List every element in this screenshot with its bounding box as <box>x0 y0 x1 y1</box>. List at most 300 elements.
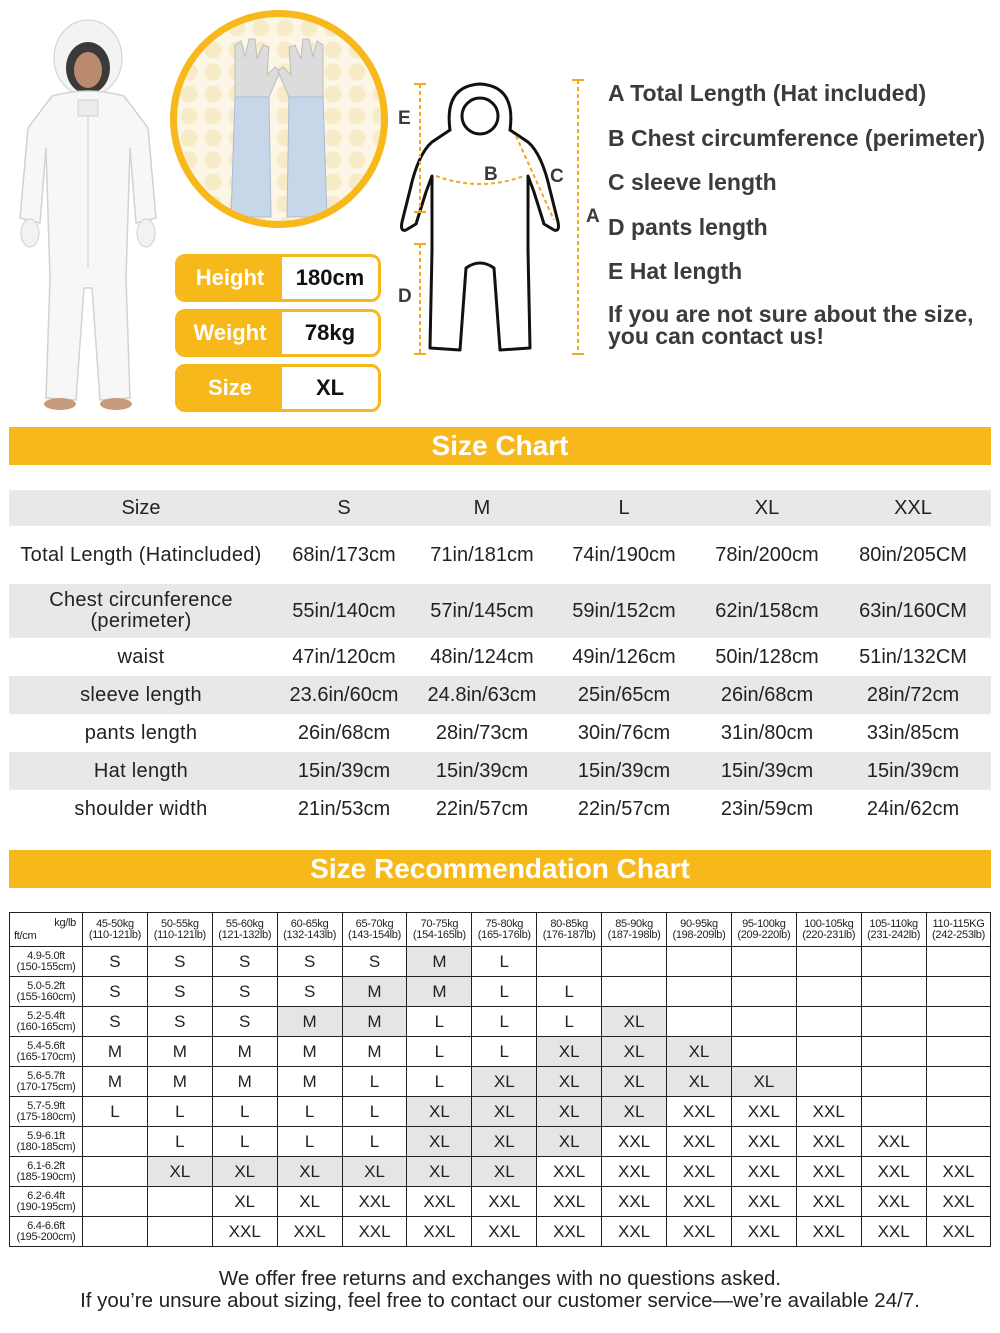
recommendation-chart-table <box>9 912 991 1247</box>
weight-lb: (154-165lb) <box>412 928 466 941</box>
footer-note <box>0 1268 1000 1312</box>
weight-kg: 95-100kg <box>742 917 786 930</box>
height-ft: 5.4-5.6ft <box>27 1039 65 1052</box>
recommended-size: XXL <box>602 1187 667 1217</box>
height-cm: (190-195cm) <box>16 1200 76 1213</box>
weight-column-header <box>277 913 342 947</box>
measurement-label: Total Length (Hatincluded) <box>20 543 262 566</box>
recommended-size: L <box>277 1127 342 1157</box>
measurement-label: pants length <box>84 721 198 744</box>
recommended-size: XXL <box>926 1187 991 1217</box>
weight-lb: (198-209lb) <box>672 928 726 941</box>
header-cell: XL <box>699 490 835 526</box>
recommended-size: L <box>83 1097 148 1127</box>
recommended-size: XXL <box>731 1187 796 1217</box>
weight-lb: (110-121lb) <box>153 928 206 941</box>
recommended-size: S <box>83 977 148 1007</box>
recommended-size: M <box>407 977 472 1007</box>
recommended-size: S <box>277 977 342 1007</box>
recommendation-row <box>10 947 991 977</box>
measurement-value: 47in/120cm <box>292 645 396 668</box>
size-chart-row <box>9 584 991 638</box>
size-chart-row <box>9 790 991 828</box>
recommended-size: XL <box>277 1187 342 1217</box>
recommended-size: XXL <box>861 1217 926 1247</box>
recommended-size <box>861 1007 926 1037</box>
recommended-size: M <box>277 1007 342 1037</box>
measurement-label: shoulder width <box>74 797 208 820</box>
weight-kg: 60-65kg <box>290 917 329 930</box>
spec-key: Height <box>178 257 282 299</box>
height-row-header <box>10 977 83 1007</box>
recommended-size: XXL <box>667 1127 732 1157</box>
recommended-size: S <box>147 977 212 1007</box>
recommended-size: L <box>147 1097 212 1127</box>
gloves-photo <box>170 10 388 228</box>
recommended-size <box>926 1127 991 1157</box>
recommended-size <box>926 1007 991 1037</box>
measurement-value: 15in/39cm <box>549 752 699 790</box>
measurement-value: 28in/73cm <box>435 721 529 744</box>
recommended-size <box>667 1007 732 1037</box>
height-ft: 5.6-5.7ft <box>27 1069 65 1082</box>
recommendation-chart-banner: Size Recommendation Chart <box>9 850 991 888</box>
diagram-letter-e: E <box>398 108 411 129</box>
recommended-size: XL <box>212 1187 277 1217</box>
recommended-size: XXL <box>407 1187 472 1217</box>
measurement-value: 15in/39cm <box>273 752 415 790</box>
header-cell: XXL <box>835 490 991 526</box>
recommended-size: XXL <box>407 1217 472 1247</box>
recommended-size: L <box>537 977 602 1007</box>
weight-column-header <box>731 913 796 947</box>
legend-note: If you are not sure about the size, you can contact us! <box>608 300 974 349</box>
weight-column-header <box>602 913 667 947</box>
measurement-value: 23.6in/60cm <box>273 676 415 714</box>
recommended-size: M <box>83 1037 148 1067</box>
recommended-size: S <box>147 1007 212 1037</box>
weight-lb: (242-253lb) <box>932 928 985 941</box>
recommended-size: XXL <box>537 1187 602 1217</box>
measurement-value: 49in/126cm <box>572 645 676 668</box>
size-chart-row <box>9 714 991 752</box>
recommended-size <box>861 947 926 977</box>
recommended-size: L <box>212 1127 277 1157</box>
spec-height <box>175 254 381 302</box>
recommended-size <box>861 1037 926 1067</box>
measurement-value: 71in/181cm <box>430 543 534 566</box>
weight-kg: 55-60kg <box>225 917 264 930</box>
measurement-label: Hat length <box>9 752 273 790</box>
measurement-legend <box>608 78 998 347</box>
height-row-header <box>10 947 83 977</box>
weight-column-header <box>926 913 991 947</box>
height-ft: 5.9-6.1ft <box>27 1129 65 1142</box>
recommended-size: L <box>407 1037 472 1067</box>
recommended-size: XXL <box>796 1127 861 1157</box>
header-cell: M <box>415 490 549 526</box>
height-ft: 4.9-5.0ft <box>27 949 65 962</box>
height-row-header <box>10 1127 83 1157</box>
recommended-size: XXL <box>342 1217 407 1247</box>
recommendation-row <box>10 1067 991 1097</box>
recommended-size <box>731 1037 796 1067</box>
recommended-size <box>926 977 991 1007</box>
recommended-size: L <box>147 1127 212 1157</box>
diagram-letter-d: D <box>398 286 412 307</box>
recommended-size <box>83 1157 148 1187</box>
recommended-size <box>537 947 602 977</box>
spec-weight <box>175 309 381 357</box>
height-row-header <box>10 1187 83 1217</box>
weight-column-header <box>407 913 472 947</box>
legend-item: A Total Length (Hat included) <box>608 80 927 106</box>
measurement-value: 33in/85cm <box>866 721 960 744</box>
weight-kg: 50-55kg <box>161 917 199 930</box>
recommended-size: XXL <box>537 1157 602 1187</box>
recommended-size: XL <box>407 1127 472 1157</box>
weight-lb: (176-187lb) <box>542 928 596 941</box>
weight-kg: 45-50kg <box>96 917 134 930</box>
measurement-value: 26in/68cm <box>699 676 835 714</box>
recommended-size: XXL <box>731 1157 796 1187</box>
height-row-header <box>10 1007 83 1037</box>
height-cm: (195-200cm) <box>16 1230 76 1243</box>
measurement-value: 51in/132CM <box>859 645 967 668</box>
weight-lb: (132-143lb) <box>283 928 337 941</box>
weight-lb: (209-220lb) <box>737 928 791 941</box>
weight-kg: 80-85kg <box>550 917 588 930</box>
weight-column-header <box>537 913 602 947</box>
recommended-size: L <box>472 1037 537 1067</box>
measurement-value: 23in/59cm <box>720 797 814 820</box>
measurement-value: 15in/39cm <box>835 752 991 790</box>
measurement-value: 22in/57cm <box>577 797 671 820</box>
measurement-label: Chest circunference (perimeter) <box>9 584 273 638</box>
recommended-size: M <box>212 1037 277 1067</box>
footer-line: We offer free returns and exchanges with no questions asked. <box>218 1267 782 1290</box>
recommended-size <box>731 977 796 1007</box>
recommended-size: M <box>83 1067 148 1097</box>
recommended-size: XL <box>342 1157 407 1187</box>
recommended-size: XL <box>277 1157 342 1187</box>
weight-column-header <box>472 913 537 947</box>
diagram-letter-a: A <box>586 206 600 227</box>
recommended-size: S <box>342 947 407 977</box>
recommended-size: L <box>537 1007 602 1037</box>
recommended-size: XXL <box>537 1217 602 1247</box>
recommended-size: L <box>472 947 537 977</box>
measurement-value: 24in/62cm <box>866 797 960 820</box>
recommended-size <box>796 1067 861 1097</box>
recommended-size: L <box>277 1097 342 1127</box>
height-cm: (180-185cm) <box>16 1140 76 1153</box>
recommended-size: XXL <box>731 1097 796 1127</box>
recommended-size: M <box>277 1037 342 1067</box>
weight-kg: 105-110kg <box>869 917 918 930</box>
recommended-size: M <box>212 1067 277 1097</box>
recommended-size: XL <box>602 1067 667 1097</box>
recommended-size: S <box>277 947 342 977</box>
height-cm: (170-175cm) <box>16 1080 76 1093</box>
recommended-size: L <box>212 1097 277 1127</box>
recommended-size <box>602 977 667 1007</box>
weight-column-header <box>83 913 148 947</box>
recommended-size: S <box>147 947 212 977</box>
weight-column-header <box>667 913 732 947</box>
weight-kg: 85-90kg <box>615 917 653 930</box>
legend-item: C sleeve length <box>608 169 777 195</box>
recommended-size: XXL <box>667 1097 732 1127</box>
measurement-value: 68in/173cm <box>292 543 396 566</box>
recommended-size: XXL <box>731 1217 796 1247</box>
recommended-size: XXL <box>667 1217 732 1247</box>
weight-kg: 110-115KG <box>932 917 985 930</box>
recommended-size <box>861 977 926 1007</box>
recommended-size: XXL <box>472 1217 537 1247</box>
spec-size <box>175 364 381 412</box>
measurement-value: 24.8in/63cm <box>415 676 549 714</box>
recommended-size <box>796 947 861 977</box>
legend-item: B Chest circumference (perimeter) <box>608 124 986 151</box>
height-row-header <box>10 1067 83 1097</box>
recommended-size: S <box>83 947 148 977</box>
recommended-size: XL <box>602 1037 667 1067</box>
measurement-value: 78in/200cm <box>715 543 819 566</box>
legend-item: D pants length <box>608 213 768 240</box>
weight-lb: (165-176lb) <box>477 928 531 941</box>
height-ft: 6.4-6.6ft <box>27 1219 65 1232</box>
height-row-header <box>10 1037 83 1067</box>
size-chart-table <box>9 490 991 828</box>
header-cell: Size <box>9 490 273 526</box>
measurement-value: 48in/124cm <box>430 645 534 668</box>
recommended-size <box>83 1217 148 1247</box>
weight-axis-label: kg/lb <box>54 917 76 929</box>
recommended-size <box>147 1187 212 1217</box>
weight-kg: 75-80kg <box>485 917 524 930</box>
weight-kg: 65-70kg <box>355 917 394 930</box>
recommended-size: L <box>472 1007 537 1037</box>
recommended-size: XL <box>537 1037 602 1067</box>
recommended-size: XXL <box>926 1217 991 1247</box>
recommendation-row <box>10 1127 991 1157</box>
height-cm: (160-165cm) <box>16 1020 76 1033</box>
size-chart-row <box>9 676 991 714</box>
recommended-size: XL <box>602 1097 667 1127</box>
height-ft: 6.2-6.4ft <box>27 1189 65 1202</box>
measurement-value: 50in/128cm <box>715 645 819 668</box>
height-cm: (175-180cm) <box>16 1110 76 1123</box>
recommended-size: L <box>342 1127 407 1157</box>
size-chart-row <box>9 526 991 584</box>
recommended-size: L <box>472 977 537 1007</box>
recommended-size: XL <box>472 1097 537 1127</box>
height-ft: 5.7-5.9ft <box>27 1099 65 1112</box>
size-chart-row <box>9 638 991 676</box>
weight-kg: 100-105kg <box>804 917 854 930</box>
weight-lb: (187-198lb) <box>607 928 661 941</box>
corner-cell <box>10 913 83 947</box>
recommended-size: S <box>83 1007 148 1037</box>
recommended-size <box>147 1217 212 1247</box>
measurement-value: 15in/39cm <box>699 752 835 790</box>
weight-lb: (220-231lb) <box>802 928 856 941</box>
weight-column-header <box>212 913 277 947</box>
recommended-size: XL <box>667 1067 732 1097</box>
recommended-size <box>861 1097 926 1127</box>
recommendation-row <box>10 1097 991 1127</box>
recommended-size: XXL <box>861 1157 926 1187</box>
recommended-size: XXL <box>212 1217 277 1247</box>
weight-kg: 70-75kg <box>420 917 459 930</box>
recommended-size: XXL <box>667 1187 732 1217</box>
height-ft: 5.2-5.4ft <box>27 1009 65 1022</box>
spec-value: 78kg <box>304 320 356 345</box>
recommendation-row <box>10 1157 991 1187</box>
recommended-size <box>926 1067 991 1097</box>
recommended-size: M <box>342 977 407 1007</box>
weight-column-header <box>861 913 926 947</box>
recommendation-row <box>10 1217 991 1247</box>
recommended-size <box>731 1007 796 1037</box>
header-cell: L <box>549 490 699 526</box>
recommended-size: XL <box>407 1097 472 1127</box>
diagram-letter-c: C <box>550 166 564 187</box>
recommended-size: XL <box>407 1157 472 1187</box>
height-cm: (155-160cm) <box>16 990 76 1003</box>
recommended-size: XXL <box>667 1157 732 1187</box>
diagram-letter-b: B <box>484 164 498 185</box>
height-row-header <box>10 1217 83 1247</box>
recommended-size: XL <box>537 1097 602 1127</box>
recommended-size: M <box>342 1037 407 1067</box>
recommended-size <box>926 1097 991 1127</box>
recommended-size: S <box>212 1007 277 1037</box>
recommended-size: XXL <box>602 1217 667 1247</box>
recommended-size: XXL <box>277 1217 342 1247</box>
recommended-size <box>83 1187 148 1217</box>
recommended-size: M <box>342 1007 407 1037</box>
weight-column-header <box>796 913 861 947</box>
size-chart-banner: Size Chart <box>9 427 991 465</box>
recommended-size: L <box>342 1097 407 1127</box>
recommended-size: XXL <box>602 1127 667 1157</box>
measurement-value: 55in/140cm <box>273 584 415 638</box>
recommended-size: XXL <box>796 1097 861 1127</box>
recommendation-row <box>10 1037 991 1067</box>
model-photo <box>8 18 168 414</box>
weight-column-header <box>147 913 212 947</box>
recommendation-row <box>10 1007 991 1037</box>
measurement-value: 15in/39cm <box>415 752 549 790</box>
recommended-size <box>926 947 991 977</box>
header-cell: S <box>273 490 415 526</box>
size-chart-header-row <box>9 490 991 526</box>
recommended-size <box>861 1067 926 1097</box>
recommended-size <box>796 1037 861 1067</box>
height-ft: 5.0-5.2ft <box>27 979 65 992</box>
measurement-value: 22in/57cm <box>435 797 529 820</box>
recommended-size: XL <box>537 1067 602 1097</box>
recommended-size: S <box>212 947 277 977</box>
recommendation-header-row <box>10 913 991 947</box>
weight-lb: (143-154lb) <box>348 928 401 941</box>
height-axis-label: ft/cm <box>14 930 37 942</box>
measurement-value: 28in/72cm <box>835 676 991 714</box>
spec-value: 180cm <box>295 265 365 290</box>
measurement-value: 26in/68cm <box>297 721 391 744</box>
height-cm: (165-170cm) <box>16 1050 76 1063</box>
weight-column-header <box>342 913 407 947</box>
weight-lb: (121-132lb) <box>218 928 272 941</box>
recommended-size <box>796 977 861 1007</box>
size-chart-row <box>9 752 991 790</box>
weight-lb: (110-121lb) <box>88 928 142 941</box>
measurement-label: sleeve length <box>9 676 273 714</box>
measurement-value: 30in/76cm <box>577 721 671 744</box>
recommended-size: XL <box>537 1127 602 1157</box>
recommended-size: XL <box>667 1037 732 1067</box>
recommended-size: XXL <box>796 1157 861 1187</box>
recommended-size: S <box>212 977 277 1007</box>
measurement-value: 25in/65cm <box>549 676 699 714</box>
height-ft: 6.1-6.2ft <box>27 1159 65 1172</box>
recommended-size: M <box>407 947 472 977</box>
recommended-size: XL <box>472 1067 537 1097</box>
recommended-size: XL <box>731 1067 796 1097</box>
recommended-size: L <box>407 1007 472 1037</box>
weight-kg: 90-95kg <box>680 917 718 930</box>
recommended-size: XL <box>147 1157 212 1187</box>
spec-value: XL <box>315 375 345 400</box>
legend-item: E Hat length <box>608 258 743 284</box>
recommended-size: XL <box>212 1157 277 1187</box>
footer-line: If you’re unsure about sizing, feel free to contact our customer service—we’re available 24/7. <box>80 1289 920 1312</box>
measurement-value: 57in/145cm <box>415 584 549 638</box>
height-cm: (185-190cm) <box>16 1170 76 1183</box>
recommended-size <box>926 1037 991 1067</box>
recommended-size: M <box>277 1067 342 1097</box>
recommended-size: XXL <box>796 1217 861 1247</box>
recommended-size: XXL <box>342 1187 407 1217</box>
weight-lb: (231-242lb) <box>867 928 921 941</box>
recommendation-row <box>10 1187 991 1217</box>
measurement-value: 21in/53cm <box>297 797 391 820</box>
measurement-value: 59in/152cm <box>549 584 699 638</box>
measurement-label: waist <box>117 645 165 668</box>
measurement-value: 62in/158cm <box>699 584 835 638</box>
measurement-value: 80in/205CM <box>859 543 967 566</box>
height-row-header <box>10 1157 83 1187</box>
suit-measurement-diagram <box>392 72 604 364</box>
recommended-size: L <box>342 1067 407 1097</box>
recommendation-row <box>10 977 991 1007</box>
recommended-size: XXL <box>602 1157 667 1187</box>
recommended-size: M <box>147 1067 212 1097</box>
recommended-size: XL <box>472 1157 537 1187</box>
recommended-size: XXL <box>861 1187 926 1217</box>
measurement-value: 74in/190cm <box>572 543 676 566</box>
recommended-size <box>667 947 732 977</box>
height-cm: (150-155cm) <box>16 960 76 973</box>
recommended-size <box>602 947 667 977</box>
recommended-size: XXL <box>731 1127 796 1157</box>
spec-key: Weight <box>178 312 282 354</box>
measurement-value: 63in/160CM <box>835 584 991 638</box>
recommended-size: M <box>147 1037 212 1067</box>
recommended-size: XXL <box>472 1187 537 1217</box>
